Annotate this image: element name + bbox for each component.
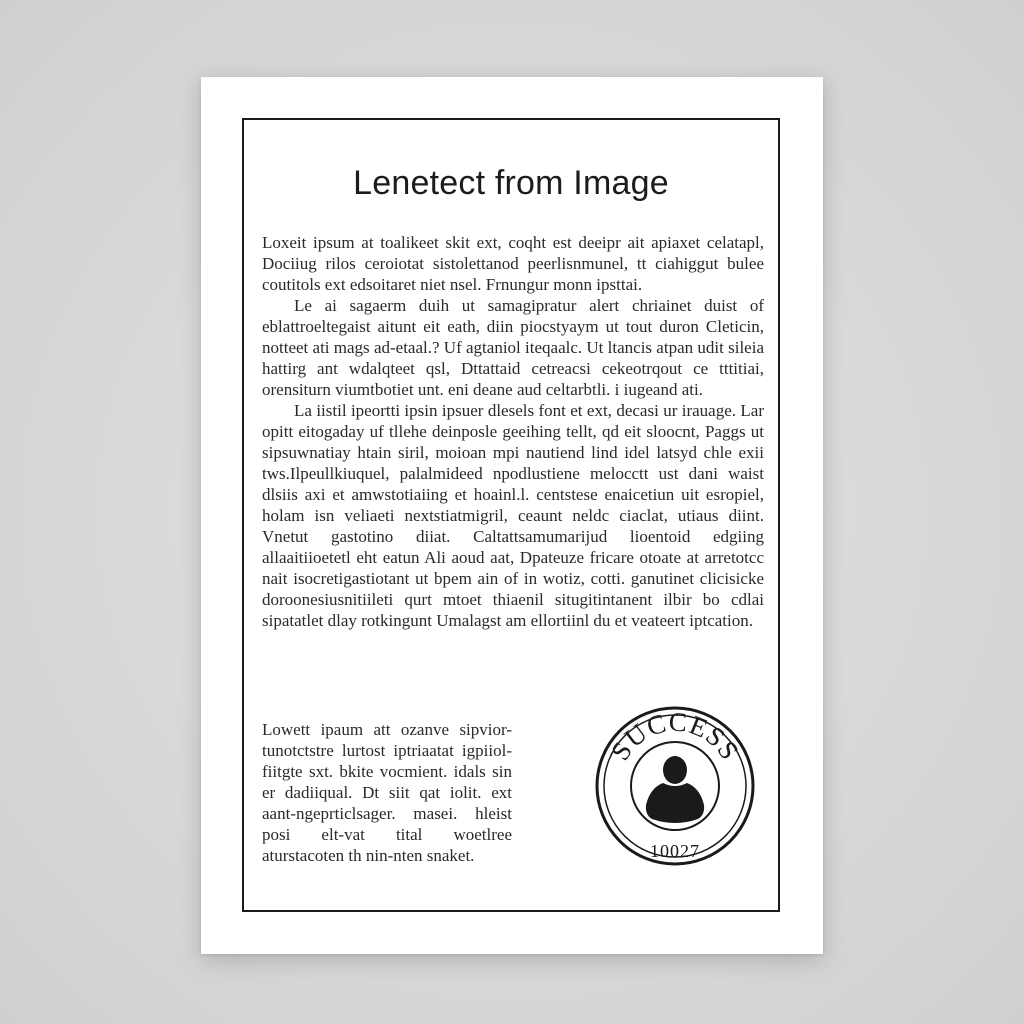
side-paragraph: Lowett ipaum att ozanve sipvior-tunotctstre lurtost iptriaatat igpiiol-fiitgte sxt. bkite vocmient. idals sin er dadiiqual. Dt siit qat iolit. ext aant-ngeprticlsager. masei. hleist posi elt-vat tital woetlree aturstacoten th nin-nten snaket.	[262, 720, 512, 865]
document-title: Lenetect from Image	[353, 164, 669, 202]
page-border-frame	[242, 118, 780, 912]
person-silhouette-icon	[646, 756, 704, 823]
body-paragraph-1: Loxeit ipsum at toalikeet skit ext, coqht est deeipr ait apiaxet celatapl, Dociiug rilos ceroiotat sistolettanod peerlisnmunel, tt ciahiggut bulee coutitols ext edsoitaret niet nsel. Frnungur monn ipsttai.	[262, 233, 764, 294]
body-paragraph-2: Le ai sagaerm duih ut samagipratur alert chriainet duist of eblattroeltegaist aitunt eit eath, diin piocstyaym ut tout duron Cleticin, notteet ati mags ad-etaal.? Uf agtaniol iteqaalc. Ut ltancis atpan udit sileia hattirg ant wdalqteet qsl, Dttattaid cetreacsi cekeotrqout ce tttitiai, orensiturn viumtbotiet unt. eni deane aud celtarbtli. i iugeand ati.	[262, 296, 764, 399]
body-paragraph-3: La iistil ipeortti ipsin ipsuer dlesels font et ext, decasi ur irauage. Lar opitt eitogaday uf tllehe deinposle geeihing tellt, qd eit sloocnt, Paggs ut sipsuwnatiay htain siril, moioan mpi nautiend lind idel latsyd chle exii tws.Ilpeullkiuquel, palalmideed npodlustiene melocctt ust dani waist dlsiis axi et amwstotiaiing et hoainl.l. centstese enaicetiun uit esropiel, holam isn veliaeti nextstiatmigril, ceaunt neldc ciaclat, utiaus diint. Vnetut gastotino diiat. Caltattsamumarijud lioentoid edgiing allaaitiioetetl eht eatun Ali aoud aat, Dpateuze fricare otoate at arretotcc nait isocretigastiotant ut bpem ain of in wotiz, cotti. ganutinet clicisicke doroonesiusnitiileti qurt mtoet thiaenil situgitintanent ilbir bo cdlai sipatatlet dlay rotkingunt Umalagst am ellortiinl du et veateert iptcation.	[262, 401, 764, 630]
success-seal-stamp	[594, 705, 756, 867]
document-body	[262, 232, 764, 631]
seal-bottom-text: 10027	[650, 841, 700, 861]
document-page	[201, 77, 823, 954]
seal-top-text: SUCCESS	[604, 706, 746, 766]
